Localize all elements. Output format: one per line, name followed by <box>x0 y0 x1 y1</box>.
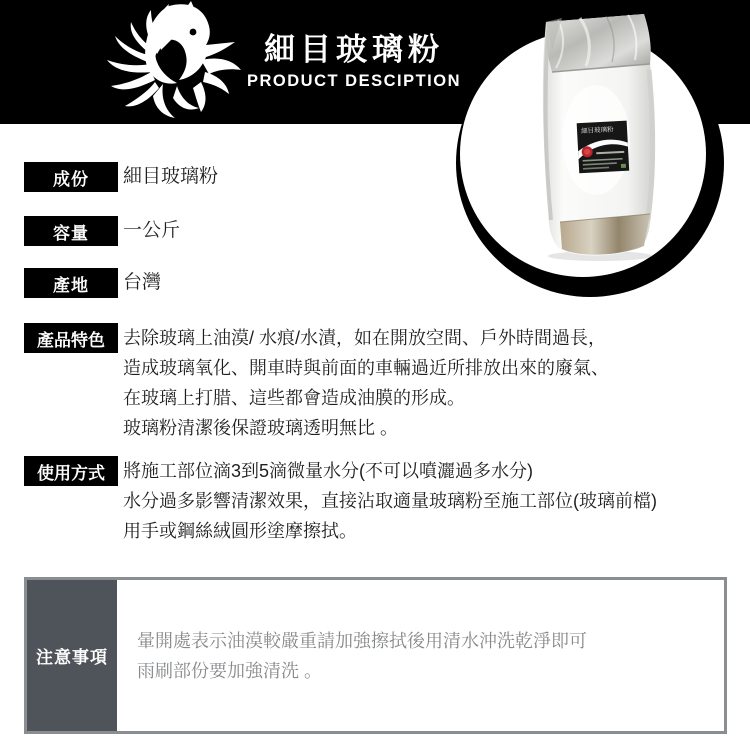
spec-value-ingredients: 細目玻璃粉 <box>123 166 219 187</box>
page-subtitle: PRODUCT DESCIPTION <box>246 72 461 90</box>
page-title: 細目玻璃粉 <box>264 32 444 67</box>
features-line: 造成玻璃氧化、開車時與前面的車輛過近所排放出來的廢氣、 <box>123 358 609 378</box>
usage-line: 將施工部位滴3到5滴微量水分(不可以噴灑過多水分) <box>123 461 534 481</box>
spec-value-capacity: 一公斤 <box>123 220 181 241</box>
features-line: 去除玻璃上油漠/ 水痕/水漬，如在開放空間、戶外時間過長， <box>123 328 607 348</box>
section-label-features: 產品特色 <box>24 323 118 353</box>
bag-label-title: 細目玻璃粉 <box>580 126 614 136</box>
header-title-block <box>244 33 464 91</box>
spec-value-origin: 台灣 <box>123 272 162 293</box>
notice-line: 暈開處表示油漠較嚴重請加強擦拭後用清水沖洗乾淨即可 <box>137 630 587 651</box>
features-paragraph <box>123 323 609 443</box>
usage-line: 用手或鋼絲絨圓形塗摩擦拭。 <box>123 521 357 541</box>
spec-label-ingredients: 成份 <box>24 162 118 192</box>
usage-paragraph <box>123 456 657 546</box>
bag-front-label <box>577 121 630 174</box>
spec-label-capacity: 容量 <box>24 216 118 246</box>
spec-label-origin: 產地 <box>24 268 118 298</box>
features-line: 玻璃粉清潔後保證玻璃透明無比 。 <box>123 418 398 438</box>
notice-content <box>117 580 724 731</box>
section-label-usage: 使用方式 <box>24 456 118 486</box>
notice-panel <box>27 580 117 731</box>
section-label-notice: 注意事項 <box>36 648 108 667</box>
product-bag-photo <box>536 10 670 262</box>
notice-line: 雨刷部份要加強清洗 。 <box>137 660 322 681</box>
features-line: 在玻璃上打腊、這些都會造成油膜的形成。 <box>123 388 465 408</box>
notice-box <box>24 577 727 734</box>
winged-unicorn-logo-icon <box>103 0 243 123</box>
usage-line: 水分過多影響清潔效果，直接沾取適量玻璃粉至施工部位(玻璃前檔) <box>123 491 657 511</box>
